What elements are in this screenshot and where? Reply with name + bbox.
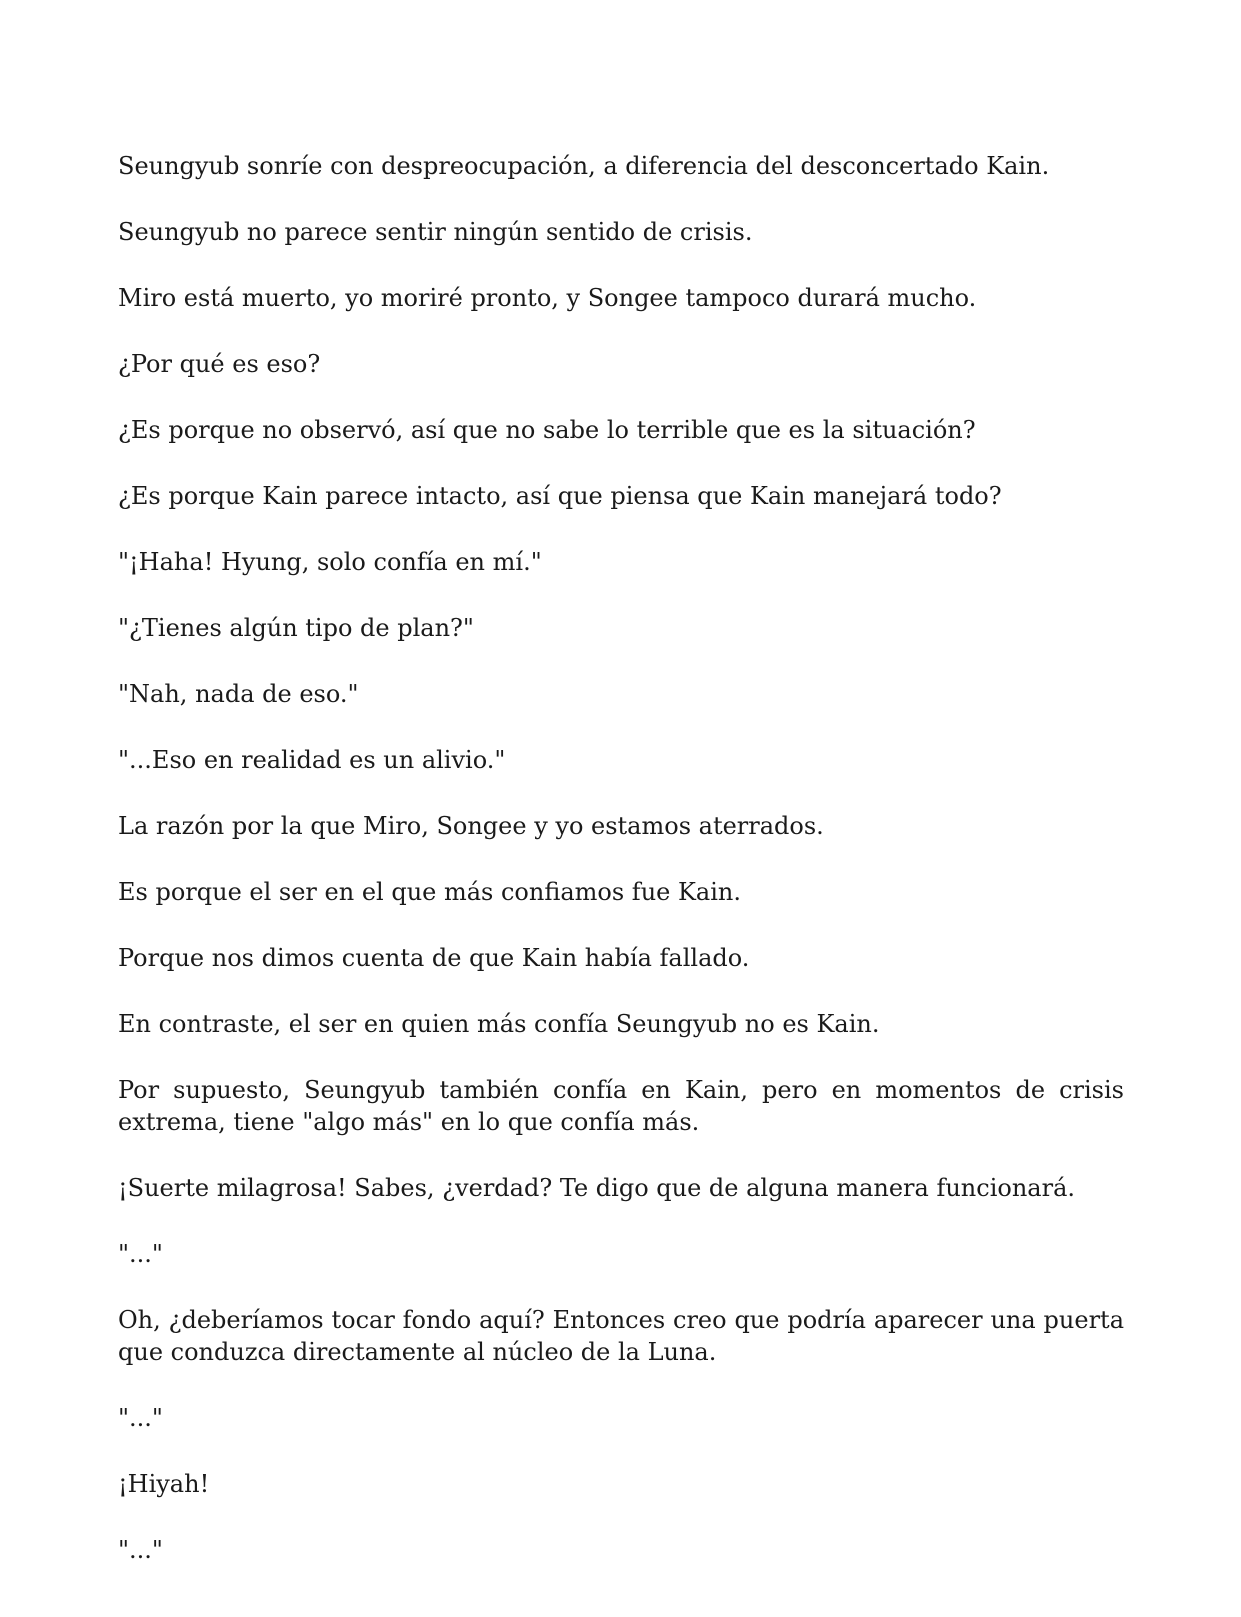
paragraph: Seungyub sonríe con despreocupación, a diferencia del desconcertado Kain. — [118, 152, 1050, 180]
dialogue-line: "..." — [118, 1536, 163, 1564]
dialogue-line: "Nah, nada de eso." — [118, 680, 359, 708]
paragraph: Por supuesto, Seungyub también confía en Kain, pero en momentos de crisis extrema, tiene "algo más" en lo que confía más. — [118, 1076, 1124, 1136]
paragraph: ¿Es porque no observó, así que no sabe lo terrible que es la situación? — [118, 416, 976, 444]
paragraph: Seungyub no parece sentir ningún sentido de crisis. — [118, 218, 753, 246]
paragraph: ¿Por qué es eso? — [118, 350, 321, 378]
document-body — [118, 150, 1124, 1600]
paragraph: Oh, ¿deberíamos tocar fondo aquí? Entonces creo que podría aparecer una puerta que conduzca directamente al núcleo de la Luna. — [118, 1306, 1124, 1366]
paragraph: ¡Hiyah! — [118, 1470, 210, 1498]
dialogue-line: "..." — [118, 1240, 163, 1268]
paragraph: La razón por la que Miro, Songee y yo estamos aterrados. — [118, 812, 824, 840]
dialogue-line: "¿Tienes algún tipo de plan?" — [118, 614, 474, 642]
paragraph: ¿Es porque Kain parece intacto, así que piensa que Kain manejará todo? — [118, 482, 1002, 510]
dialogue-line: "...Eso en realidad es un alivio." — [118, 746, 506, 774]
dialogue-line: "..." — [118, 1404, 163, 1432]
paragraph: Porque nos dimos cuenta de que Kain había fallado. — [118, 944, 750, 972]
paragraph: ¡Suerte milagrosa! Sabes, ¿verdad? Te digo que de alguna manera funcionará. — [118, 1174, 1075, 1202]
paragraph: En contraste, el ser en quien más confía Seungyub no es Kain. — [118, 1010, 880, 1038]
paragraph: Es porque el ser en el que más confiamos fue Kain. — [118, 878, 741, 906]
dialogue-line: "¡Haha! Hyung, solo confía en mí." — [118, 548, 542, 576]
paragraph: Miro está muerto, yo moriré pronto, y Songee tampoco durará mucho. — [118, 284, 977, 312]
